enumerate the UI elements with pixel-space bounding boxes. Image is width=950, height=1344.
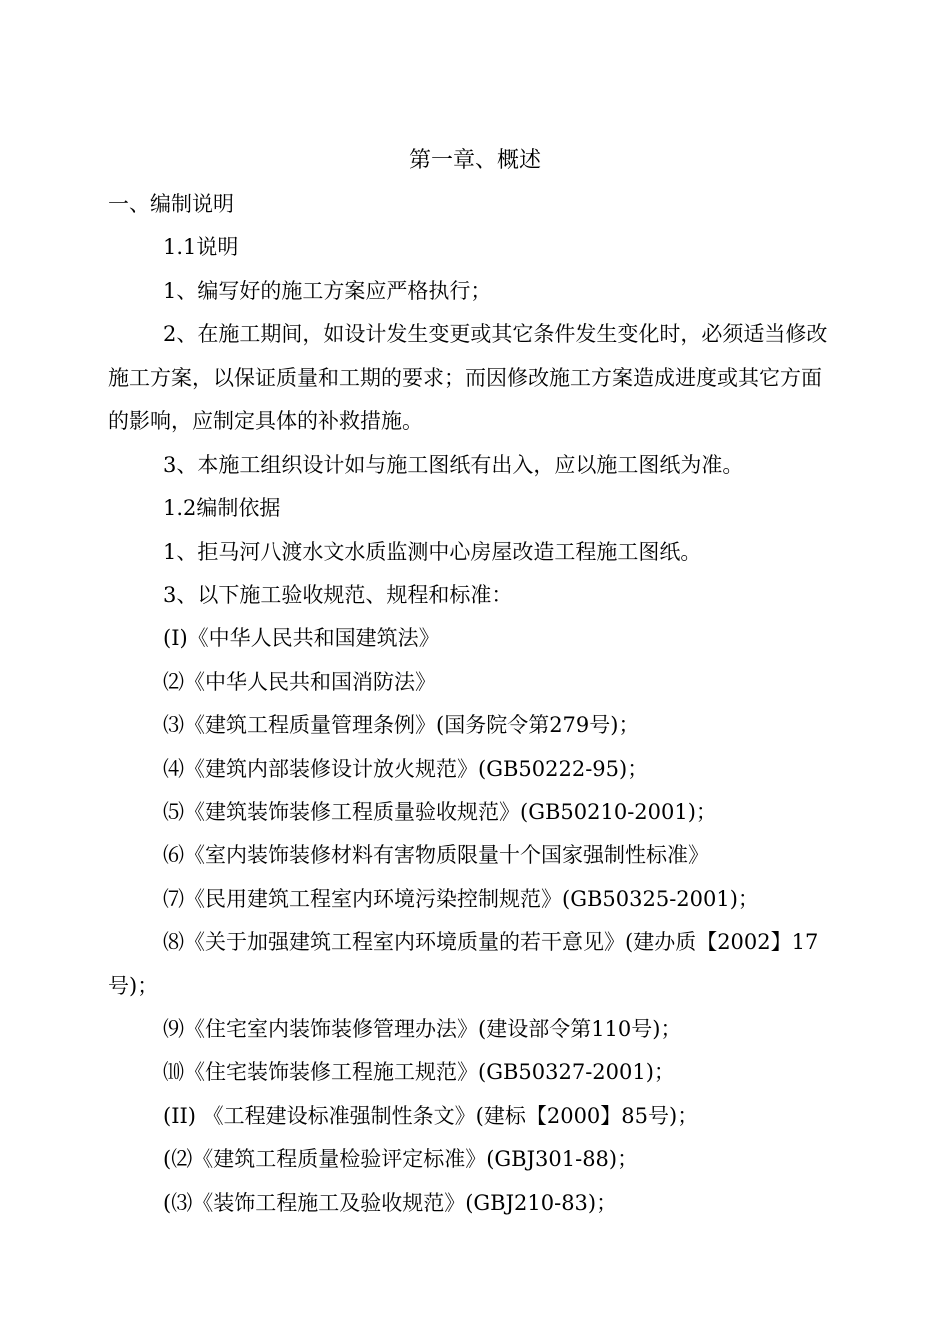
paragraph: 1、编写好的施工方案应严格执行；: [163, 279, 492, 303]
subsection-heading: 1.1说明: [163, 235, 239, 259]
list-item: ⑹《室内装饰装修材料有害物质限量十个国家强制性标准》: [163, 843, 709, 867]
paragraph-line: 施工方案，以保证质量和工期的要求；而因修改施工方案造成进度或其它方面: [108, 366, 822, 390]
list-item: ⑷《建筑内部装修设计放火规范》(GB50222-95)；: [163, 757, 649, 781]
list-item: (II) 《工程建设标准强制性条文》(建标【2000】85号)；: [163, 1104, 699, 1128]
list-item: ⑽《住宅装饰装修工程施工规范》(GB50327-2001)；: [163, 1060, 675, 1084]
paragraph-line: 2、在施工期间，如设计发生变更或其它条件发生变化时，必须适当修改: [163, 322, 828, 346]
list-item: (I)《中华人民共和国建筑法》: [163, 626, 440, 650]
list-item-continuation: 号)；: [108, 974, 159, 998]
paragraph: 3、以下施工验收规范、规程和标准：: [163, 583, 513, 607]
list-item: ⑻《关于加强建筑工程室内环境质量的若干意见》(建办质【2002】17: [163, 930, 819, 954]
subsection-heading: 1.2编制依据: [163, 496, 281, 520]
list-item: ⑺《民用建筑工程室内环境污染控制规范》(GB50325-2001)；: [163, 887, 759, 911]
list-item: ⑵《中华人民共和国消防法》: [163, 670, 436, 694]
paragraph: 3、本施工组织设计如与施工图纸有出入，应以施工图纸为准。: [163, 453, 744, 477]
list-item: ⑶《建筑工程质量管理条例》(国务院令第279号)；: [163, 713, 640, 737]
list-item: (⑵《建筑工程质量检验评定标准》(GBJ301-88)；: [163, 1147, 639, 1171]
paragraph: 1、拒马河八渡水文水质监测中心房屋改造工程施工图纸。: [163, 540, 702, 564]
section-heading: 一、编制说明: [108, 192, 234, 216]
list-item: ⑼《住宅室内装饰装修管理办法》(建设部令第110号)；: [163, 1017, 682, 1041]
chapter-title: 第一章、概述: [408, 148, 541, 173]
list-item: ⑸《建筑装饰装修工程质量验收规范》(GB50210-2001)；: [163, 800, 717, 824]
paragraph-line: 的影响，应制定具体的补救措施。: [108, 409, 423, 433]
list-item: (⑶《装饰工程施工及验收规范》(GBJ210-83)；: [163, 1191, 618, 1215]
